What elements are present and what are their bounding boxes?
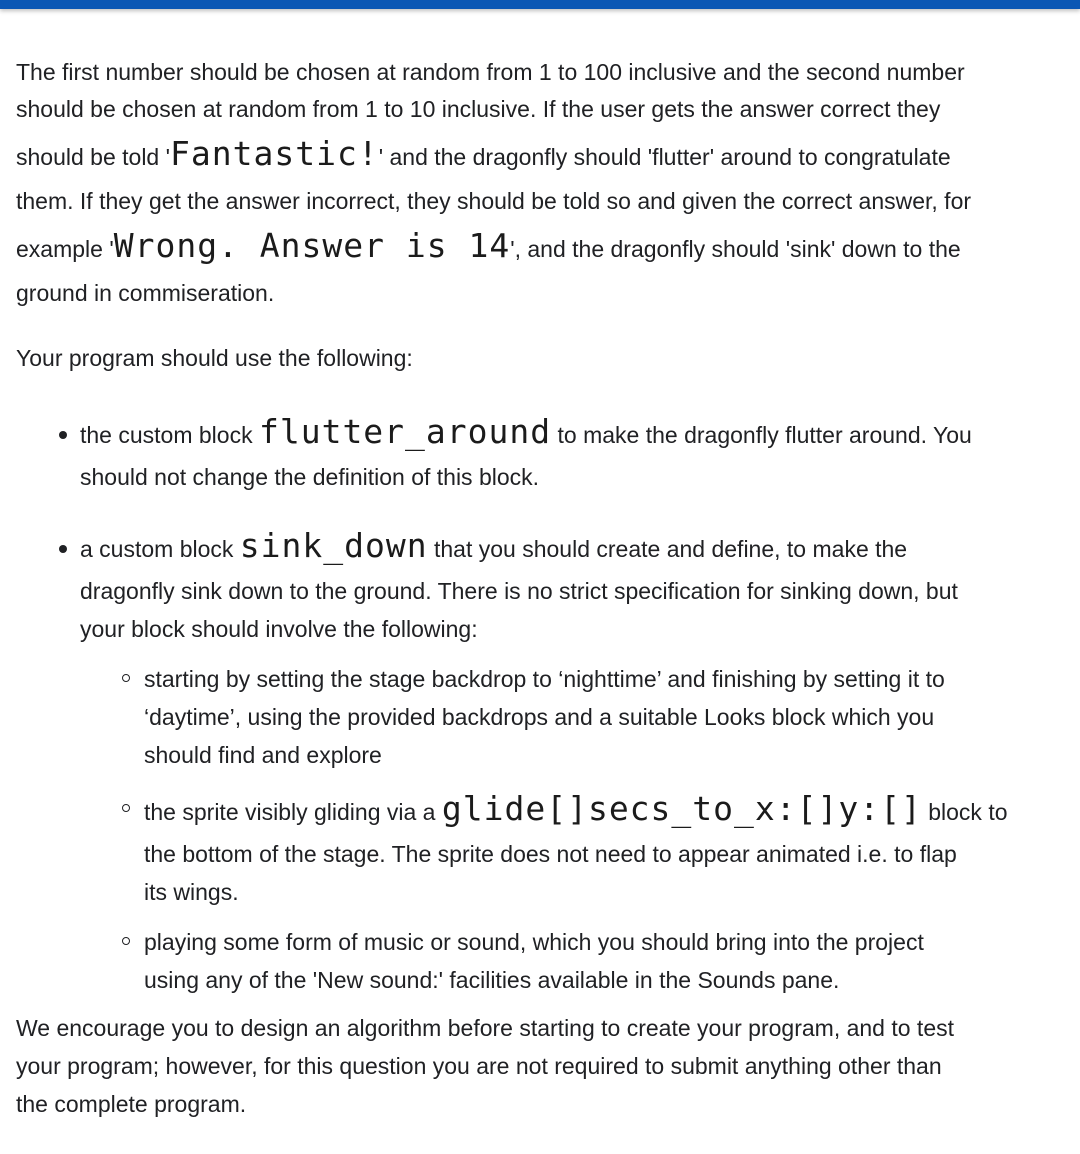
requirements-list [16, 409, 1056, 999]
code-fantastic: Fantastic! [170, 134, 379, 173]
code-wrong-answer: Wrong. Answer is 14 [113, 226, 511, 265]
text-line: your block should involve the following: [80, 616, 478, 642]
document-body [16, 54, 1056, 1123]
text-segment: example ' [16, 236, 114, 262]
text-line: its wings. [144, 879, 239, 905]
text-line [80, 409, 1056, 458]
text-line: the bottom of the stage. The sprite does not need to appear animated i.e. to flap [144, 841, 957, 867]
text-segment: block to [921, 799, 1008, 825]
text-line: The first number should be chosen at random from 1 to 100 inclusive and the second number [16, 59, 965, 85]
text-line: starting by setting the stage backdrop to ‘nighttime’ and finishing by setting it to [144, 666, 945, 692]
text-line: should find and explore [144, 742, 382, 768]
sublist-item-sound [80, 923, 1056, 999]
text-line [80, 523, 1056, 572]
text-line: playing some form of music or sound, which you should bring into the project [144, 929, 924, 955]
text-line [144, 786, 1056, 835]
text-segment: to make the dragonfly flutter around. You [551, 422, 972, 448]
text-segment: the custom block [80, 422, 259, 448]
list-item-sink-down [16, 523, 1056, 999]
code-glide-block: glide[]secs_to_x:[]y:[] [441, 789, 922, 828]
paragraph-requirements [16, 54, 1056, 312]
text-line: them. If they get the answer incorrect, they should be told so and given the correct answer, for [16, 188, 972, 214]
text-line: dragonfly sink down to the ground. There is no strict specification for sinking down, but [80, 578, 958, 604]
text-segment: ', and the dragonfly should 'sink' down to the [510, 236, 961, 262]
paragraph-use-following: Your program should use the following: [16, 345, 413, 371]
text-line: ‘daytime’, using the provided backdrops and a suitable Looks block which you [144, 704, 935, 730]
sublist-item-backdrop [80, 660, 1056, 774]
text-segment: that you should create and define, to make the [427, 536, 908, 562]
sink-down-sublist [80, 660, 1056, 999]
text-segment: should be told ' [16, 144, 171, 170]
text-segment: the sprite visibly gliding via a [144, 799, 442, 825]
text-line [16, 128, 1056, 183]
text-line: your program; however, for this question you are not required to submit anything other than [16, 1053, 942, 1079]
code-sink-down: sink_down [239, 526, 428, 565]
text-line: the complete program. [16, 1091, 247, 1117]
text-line: ground in commiseration. [16, 280, 275, 306]
text-line: should not change the definition of this block. [80, 464, 540, 490]
list-item-flutter-around [16, 409, 1056, 496]
text-line: We encourage you to design an algorithm before starting to create your program, and to test [16, 1015, 955, 1041]
paragraph-encourage [16, 1009, 1056, 1123]
text-segment: ' and the dragonfly should 'flutter' around to congratulate [378, 144, 951, 170]
sublist-item-glide [80, 786, 1056, 911]
text-line: should be chosen at random from 1 to 10 inclusive. If the user gets the answer correct they [16, 96, 941, 122]
text-line: using any of the 'New sound:' facilities available in the Sounds pane. [144, 967, 840, 993]
code-flutter-around: flutter_around [258, 412, 552, 451]
top-bar [0, 0, 1080, 9]
text-segment: a custom block [80, 536, 240, 562]
text-line [16, 220, 1056, 275]
